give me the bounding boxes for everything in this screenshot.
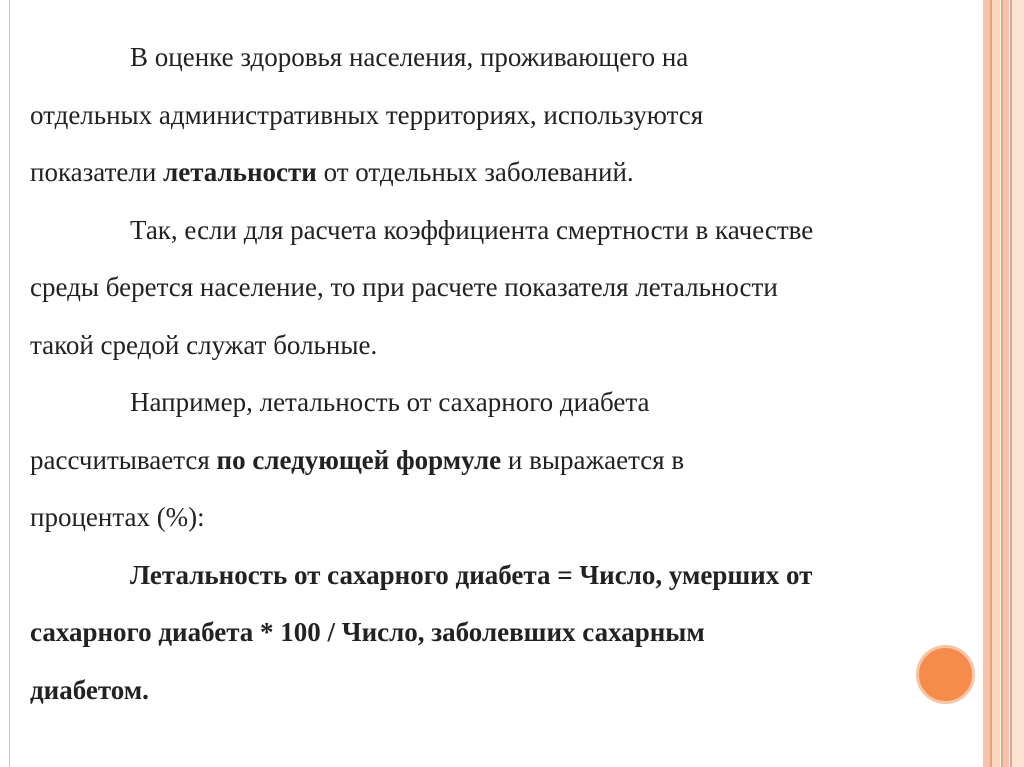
text-span: показатели — [30, 157, 164, 187]
bold-term-letality: летальности — [163, 157, 317, 187]
paragraph-2-line-2: среды берется население, то при расчете показателя летальности — [30, 272, 778, 302]
left-edge-border — [0, 0, 10, 767]
formula-text: диабетом. — [30, 674, 149, 705]
formula-line-3 — [30, 662, 990, 720]
decor-line — [1010, 0, 1012, 767]
paragraph-3-line-2 — [30, 432, 990, 490]
slide-body — [30, 29, 990, 719]
formula-text: Летальность от сахарного диабета = Число, умерших от — [130, 559, 813, 590]
bold-formula-phrase: по следующей формуле — [216, 444, 502, 475]
text-span: и выражается в — [501, 444, 685, 475]
paragraph-1-line-3 — [30, 144, 990, 202]
formula-text: сахарного диабета * 100 / Число, заболевших сахарным — [30, 617, 705, 647]
decor-stripe — [992, 0, 1000, 767]
decor-stripe — [1012, 0, 1024, 767]
text-span: от отдельных заболеваний. — [316, 157, 634, 187]
paragraph-1-line-1: В оценке здоровья населения, проживающего на — [130, 42, 689, 72]
decor-stripe — [1003, 0, 1009, 767]
text-span: рассчитывается — [30, 444, 217, 475]
paragraph-1-line-2: отдельных административных территориях, используются — [30, 99, 704, 130]
decor-line — [990, 0, 992, 767]
formula-line-1 — [30, 547, 990, 605]
formula-line-2 — [30, 604, 990, 662]
paragraph-3-line-3: процентах (%): — [30, 502, 205, 532]
paragraph-3-line-1: Например, летальность от сахарного диабета — [130, 387, 650, 417]
paragraph-2-line-1: Так, если для расчета коэффициента смертности в качестве — [130, 214, 814, 245]
paragraph-2-line-3: такой средой служат больные. — [30, 329, 378, 360]
decor-line — [1001, 0, 1003, 767]
